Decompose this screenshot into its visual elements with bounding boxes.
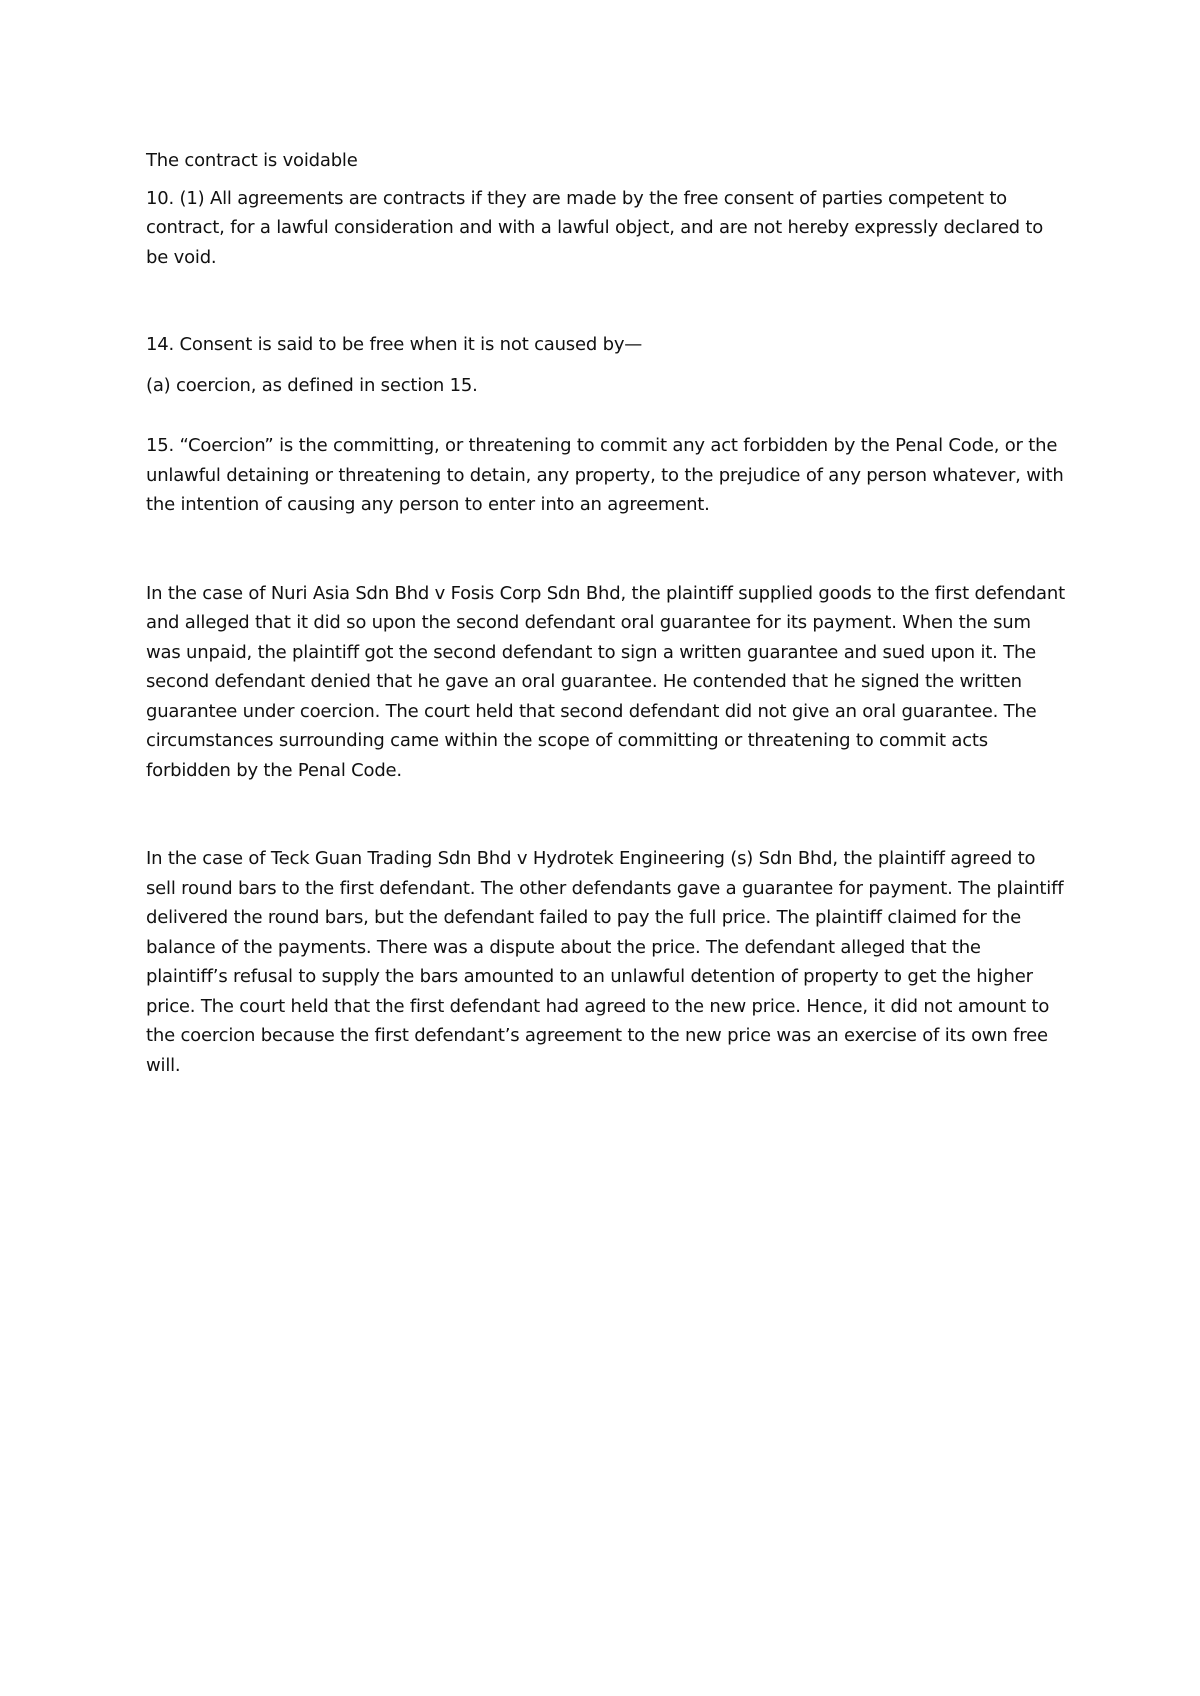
- document-heading: The contract is voidable: [146, 150, 358, 171]
- section-14-a-paragraph: (a) coercion, as defined in section 15.: [146, 374, 478, 396]
- section-15-paragraph: 15. “Coercion” is the committing, or threatening to commit any act forbidden by the Penal Code, or the unlawful detaining or threatening to detain, any property, to the prejudice of any person whatever, with the intention of causing any person to enter into an agreement.: [146, 435, 1064, 515]
- section-14-paragraph: 14. Consent is said to be free when it is not caused by—: [146, 334, 643, 355]
- case-nuri-asia-paragraph: In the case of Nuri Asia Sdn Bhd v Fosis Corp Sdn Bhd, the plaintiff supplied goods to the first defendant and alleged that it did so upon the second defendant oral guarantee for its payment. When the sum was unpaid, the plaintiff got the second defendant to sign a written guarantee and sued upon it. The second defendant denied that he gave an oral guarantee. He contended that he signed the written guarantee under coercion. The court held that second defendant did not give an oral guarantee. The circumstances surrounding came within the scope of committing or threatening to commit acts forbidden by the Penal Code.: [146, 582, 1065, 781]
- document-body: [146, 146, 1066, 1080]
- case-teck-guan-paragraph: In the case of Teck Guan Trading Sdn Bhd v Hydrotek Engineering (s) Sdn Bhd, the plaintiff agreed to sell round bars to the first defendant. The other defendants gave a guarantee for payment. The plaintiff delivered the round bars, but the defendant failed to pay the full price. The plaintiff claimed for the balance of the payments. There was a dispute about the price. The defendant alleged that the plaintiff’s refusal to supply the bars amounted to an unlawful detention of property to get the higher price. The court held that the first defendant had agreed to the new price. Hence, it did not amount to the coercion because the first defendant’s agreement to the new price was an exercise of its own free will.: [146, 848, 1064, 1076]
- section-10-paragraph: 10. (1) All agreements are contracts if they are made by the free consent of parties competent to contract, for a lawful consideration and with a lawful object, and are not hereby expressly declared to be void.: [146, 187, 1044, 268]
